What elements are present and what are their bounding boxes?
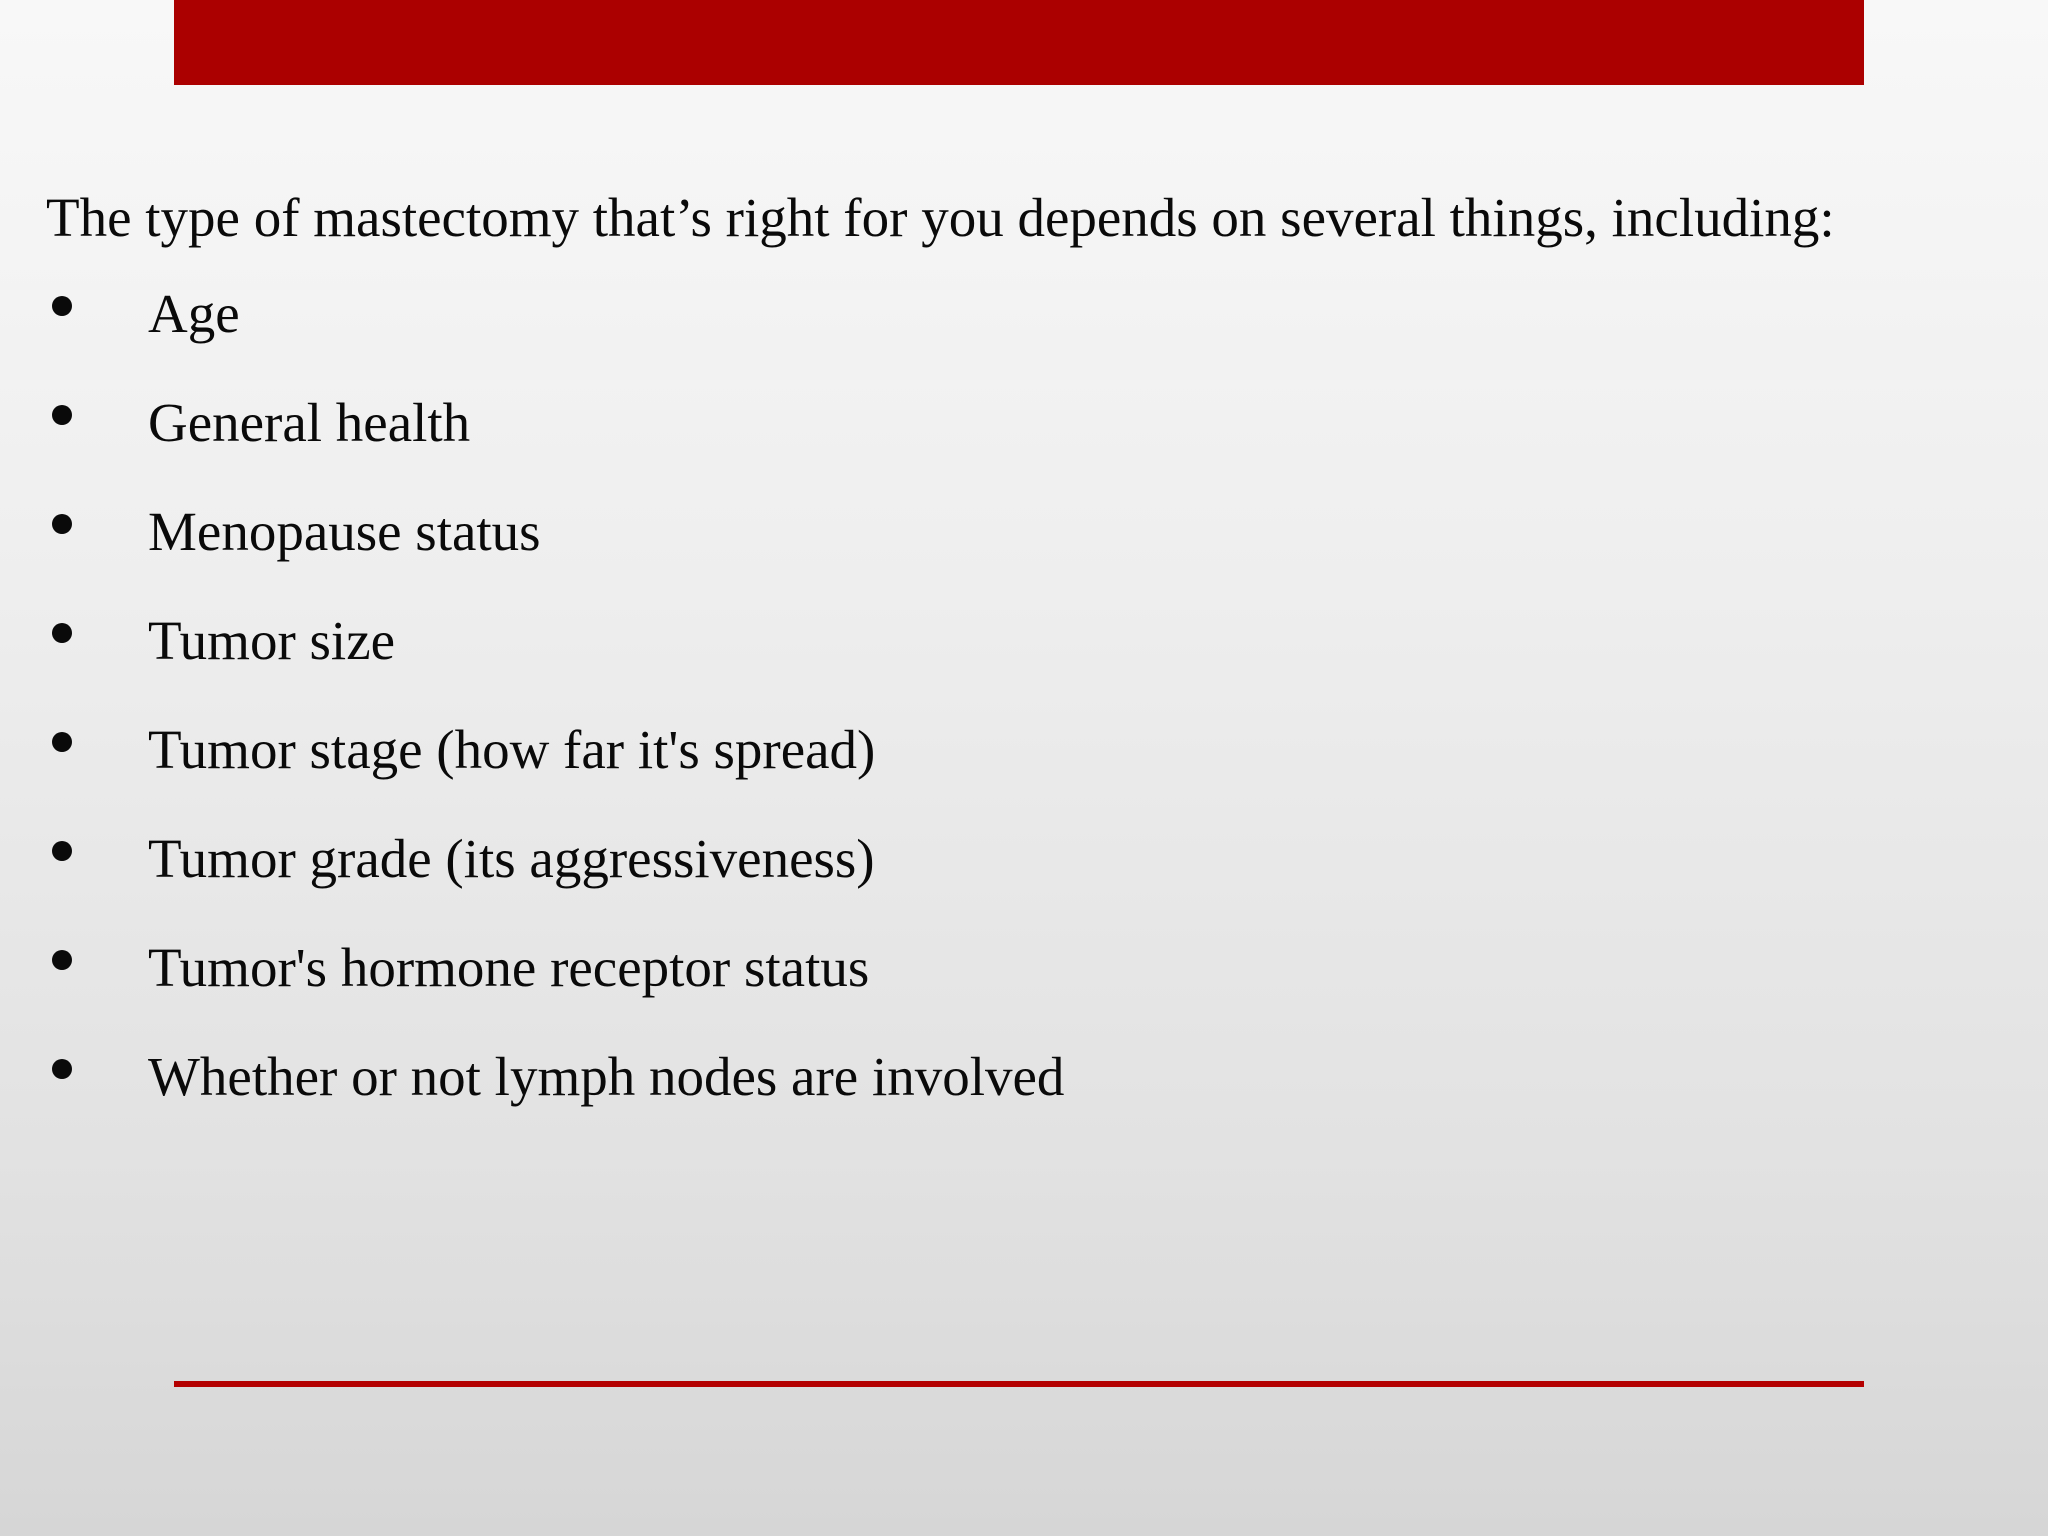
bullet-label: Tumor's hormone receptor status	[148, 937, 870, 998]
bullet-label: Tumor size	[148, 610, 396, 671]
bullet-label: Menopause status	[148, 501, 541, 562]
bullet-icon	[52, 514, 72, 534]
bullet-icon	[52, 841, 72, 861]
bottom-accent-line	[174, 1381, 1864, 1387]
bullet-label: Tumor stage (how far it's spread)	[148, 719, 876, 780]
list-item	[46, 1023, 2006, 1132]
bullet-icon	[52, 1059, 72, 1079]
list-item	[46, 369, 2006, 478]
list-item	[46, 587, 2006, 696]
bullet-icon	[52, 296, 72, 316]
list-item	[46, 914, 2006, 1023]
bullet-icon	[52, 732, 72, 752]
list-item	[46, 478, 2006, 587]
bullet-label: Tumor grade (its aggressiveness)	[148, 828, 875, 889]
slide-content	[46, 176, 2006, 1132]
bullet-icon	[52, 950, 72, 970]
bullet-icon	[52, 623, 72, 643]
bullet-label: General health	[148, 392, 471, 453]
intro-text: The type of mastectomy that’s right for you depends on several things, including:	[46, 187, 1835, 248]
list-item	[46, 260, 2006, 369]
list-item	[46, 696, 2006, 805]
bullet-list	[46, 260, 2006, 1132]
bullet-label: Age	[148, 283, 240, 344]
bullet-icon	[52, 405, 72, 425]
top-accent-bar	[174, 0, 1864, 85]
bullet-label: Whether or not lymph nodes are involved	[148, 1046, 1065, 1107]
list-item	[46, 805, 2006, 914]
